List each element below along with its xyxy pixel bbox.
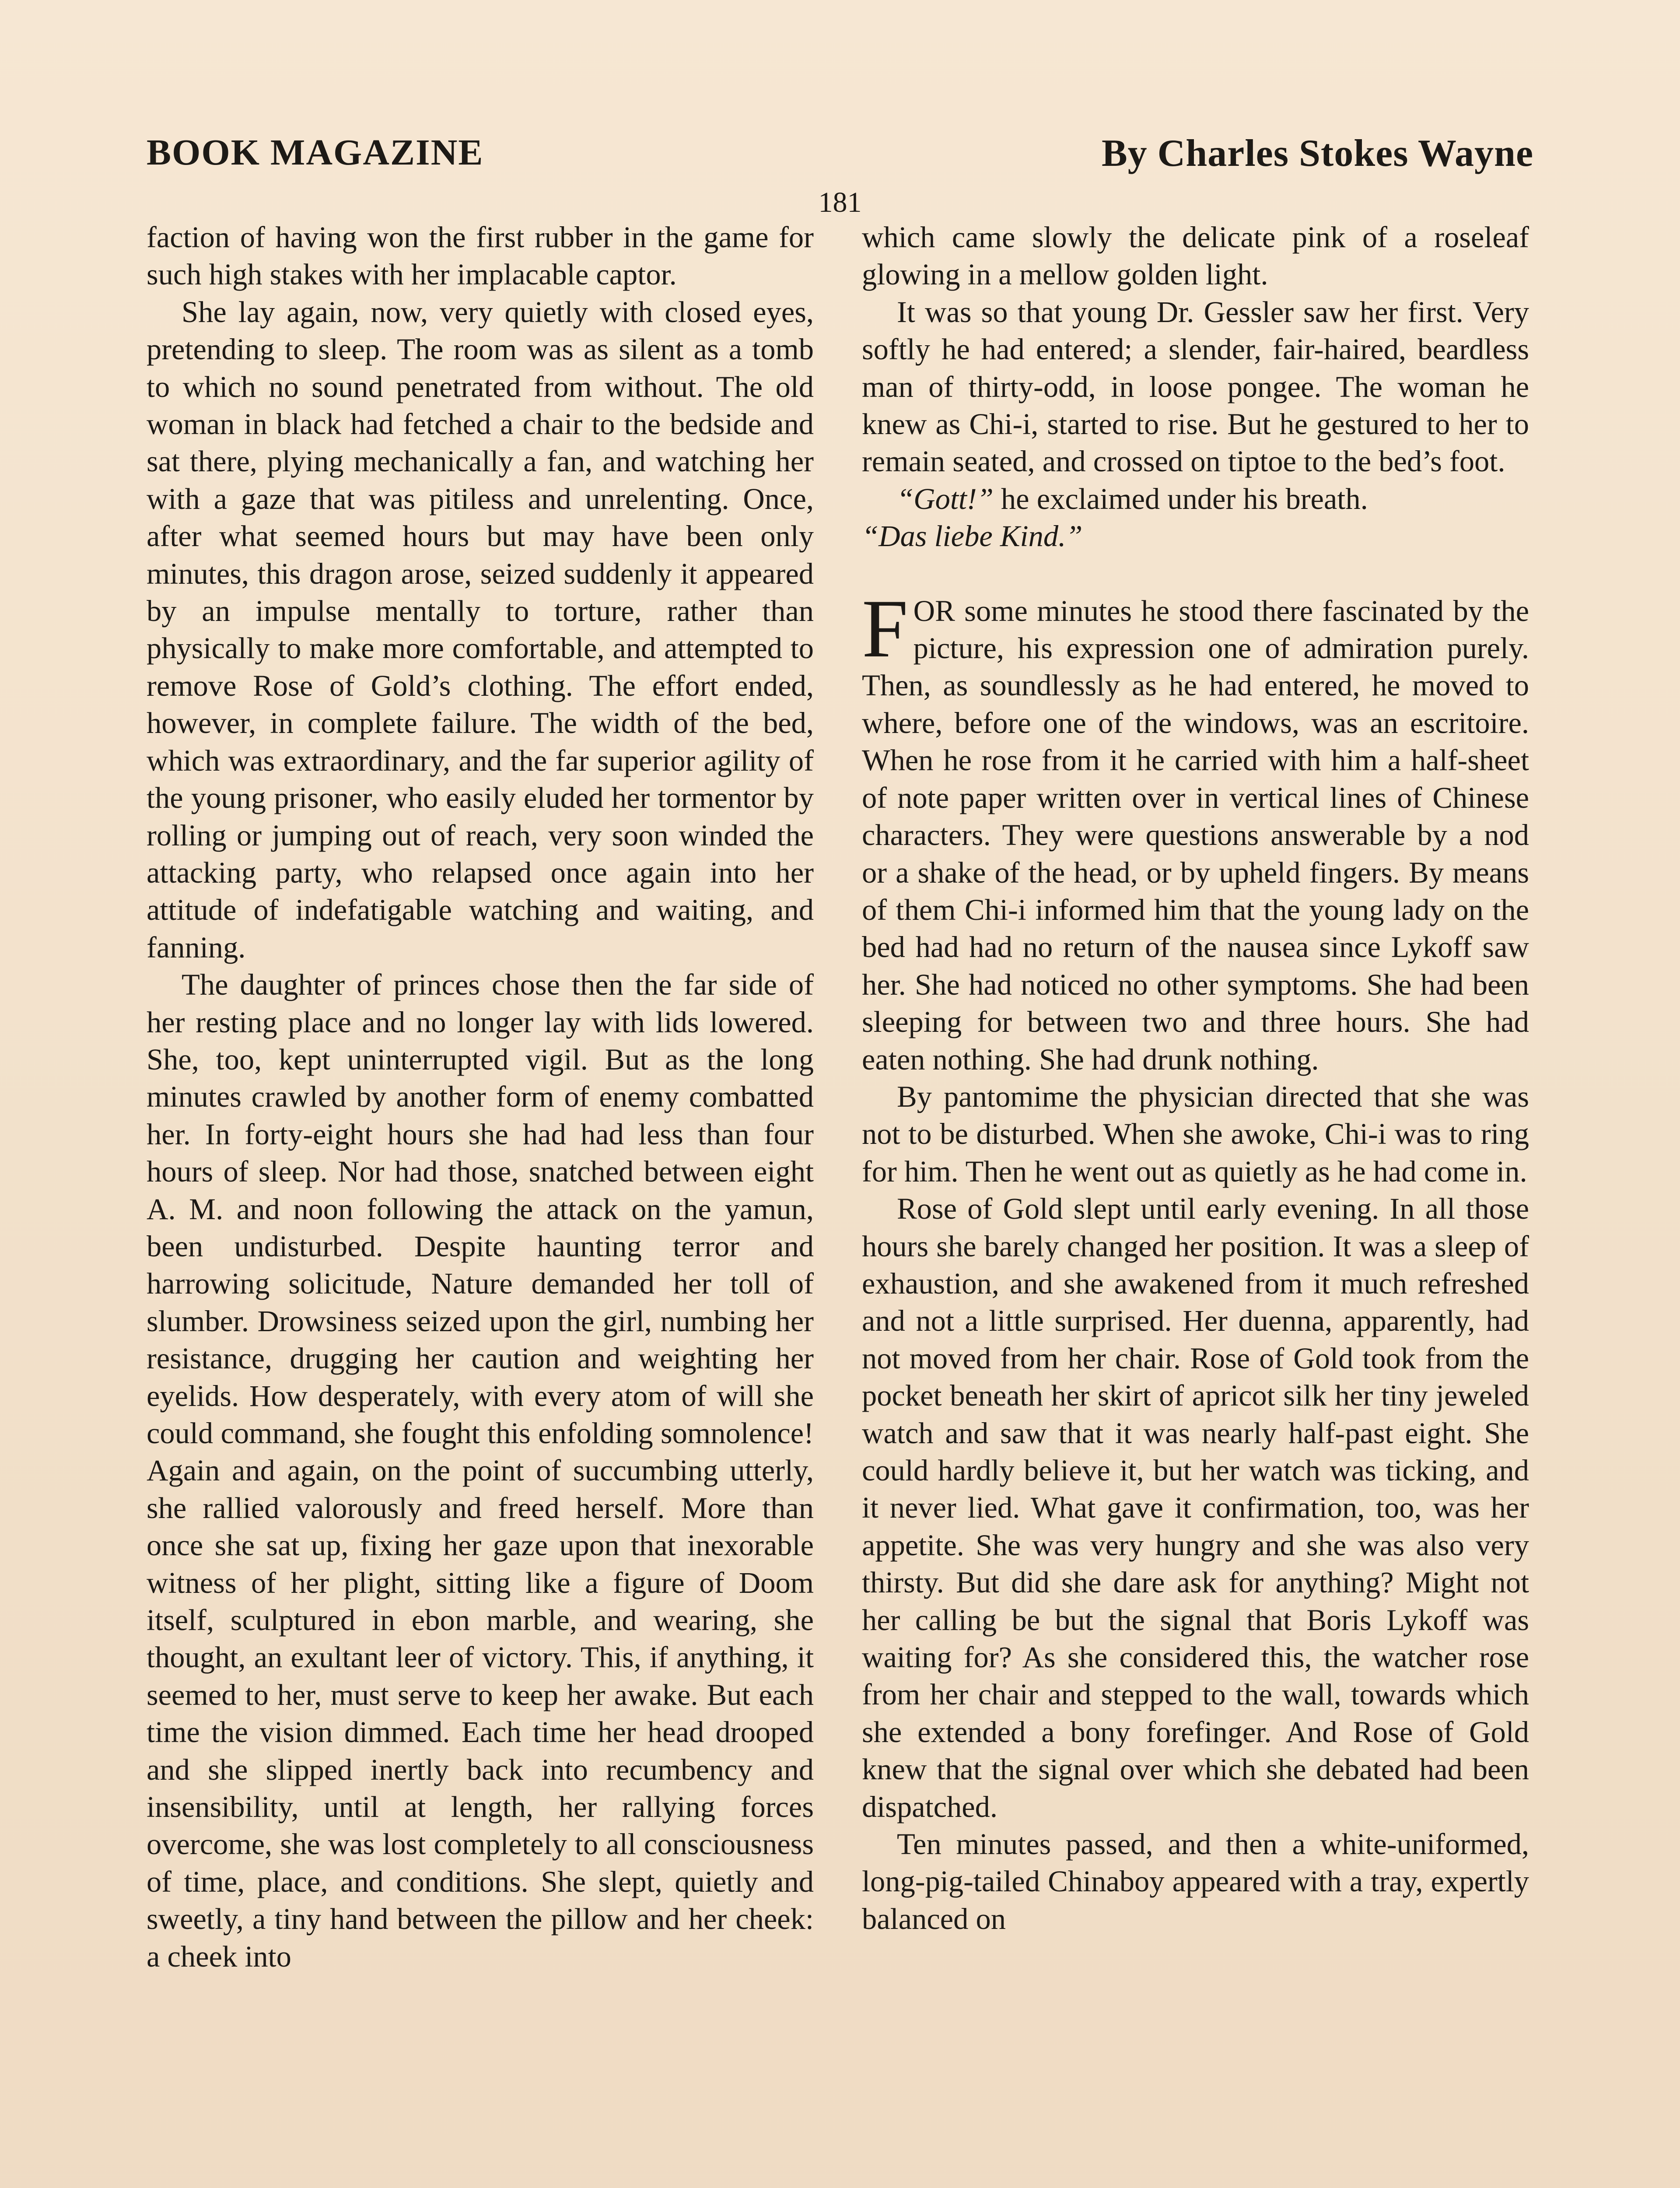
exclamation-paragraph [862, 480, 1529, 555]
exclamation-line2: “Das liebe Kind.” [862, 519, 1083, 553]
paragraph: She lay again, now, very quietly with closed eyes, pretending to sleep. The room was as silent as a tomb to which no sound penetrated from without. The old woman in black had fetched a chair to the bedside and sat there, plying mechanically a fan, and watching her with a gaze that was pitiless and unrelenting. Once, after what seemed hours but may have been only minutes, this dragon arose, seized suddenly it appeared by an impulse mentally to torture, rather than physically to make more comfortable, and attempted to remove Rose of Gold’s clothing. The effort ended, however, in complete failure. The width of the bed, which was extraordinary, and the far superior agility of the young prisoner, who easily eluded her tormentor by rolling or jumping out of reach, very soon winded the attacking party, who relapsed once again into her attitude of indefatigable watching and waiting, and fanning. [147, 295, 814, 964]
left-column [147, 219, 814, 1975]
paragraph: It was so that young Dr. Gessler saw her first. Very softly he had entered; a slender, fair-haired, beardless man of thirty-odd, in loose pongee. The woman he knew as Chi-i, started to rise. But he gestured to her to remain seated, and crossed on tiptoe to the bed’s foot. [862, 295, 1529, 478]
paragraph: The daughter of princes chose then the far side of her resting place and no longer lay with lids lowered. She, too, kept uninterrupted vigil. But as the long minutes crawled by another form of enemy combatted her. In forty-eight hours she had had less than four hours of sleep. Nor had those, snatched between eight A. M. and noon following the attack on the yamun, been undisturbed. Despite haunting terror and harrowing solicitude, Nature demanded her toll of slumber. Drowsiness seized upon the girl, numbing her resistance, drugging her caution and weighting her eyelids. How desperately, with every atom of will she could command, she fought this enfolding somnolence! Again and again, on the point of succumbing utterly, she rallied valorously and freed herself. More than once she sat up, fixing her gaze upon that inexorable witness of her plight, sitting like a figure of Doom itself, sculptured in ebon marble, and wearing, she thought, an exultant leer of victory. This, if anything, it seemed to her, must serve to keep her awake. But each time the vision dimmed. Each time her head drooped and she slipped inertly back into recumbency and insensibility, until at length, her rallying forces overcome, she was lost completely to all consciousness of time, place, and conditions. She slept, quietly and sweetly, a tiny hand between the pillow and her cheek: a cheek into [147, 968, 814, 1973]
paragraph: which came slowly the delicate pink of a roseleaf glowing in a mellow golden light. [862, 221, 1529, 291]
running-header-author: By Charles Stokes Wayne [1101, 132, 1533, 175]
section-text: OR some minutes he stood there fascinated by the picture, his expression one of admiration purely. Then, as soundlessly as he had entered, he moved to where, before one of the windows, was an escritoire. When he rose from it he carried with him a half-sheet of note paper written over in vertical lines of Chinese characters. They were questions answerable by a nod or a shake of the head, or by upheld fingers. By means of them Chi-i informed him that the young lady on the bed had had no return of the nausea since Lykoff saw her. She had noticed no other symptoms. She had been sleeping for between two and three hours. She had eaten nothing. She had drunk nothing. [862, 594, 1529, 1076]
section-paragraph [862, 582, 1529, 1078]
exclamation-italic: “Gott!” [897, 482, 994, 515]
paragraph: By pantomime the physician directed that she was not to be disturbed. When she awoke, Chi-i was to ring for him. Then he went out as quietly as he had come in. [862, 1080, 1529, 1188]
right-column [862, 219, 1529, 1938]
paragraph: faction of having won the first rubber in the game for such high stakes with her implacable captor. [147, 221, 814, 291]
drop-cap: F [862, 582, 908, 675]
page-number: 181 [818, 186, 862, 218]
paragraph: Rose of Gold slept until early evening. In all those hours she barely changed her position. It was a sleep of exhaustion, and she awakened from it much refreshed and not a little surprised. Her duenna, apparently, had not moved from her chair. Rose of Gold took from the pocket beneath her skirt of apricot silk her tiny jeweled watch and saw that it was nearly half-past eight. She could hardly believe it, but her watch was ticking, and it never lied. What gave it confirmation, too, was her appetite. She was very hungry and she was also very thirsty. But did she dare ask for anything? Might not her calling be but the signal that Boris Lykoff was waiting for? As she considered this, the watcher rose from her chair and stepped to the wall, towards which she extended a bony forefinger. And Rose of Gold knew that the signal over which she debated had been dispatched. [862, 1192, 1529, 1823]
running-header-magazine: BOOK MAGAZINE [147, 132, 484, 173]
paragraph: Ten minutes passed, and then a white-uniformed, long-pig-tailed Chinaboy appeared with a tray, expertly balanced on [862, 1827, 1529, 1936]
exclamation-text: he exclaimed under his breath. [993, 482, 1368, 515]
